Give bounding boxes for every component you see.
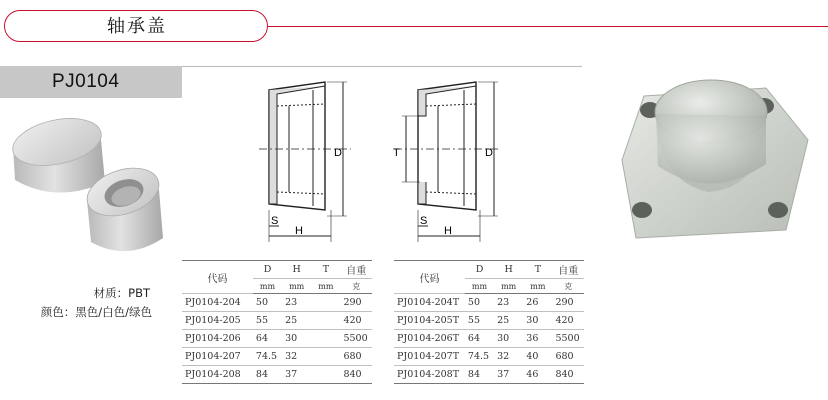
spec-table-open xyxy=(394,260,584,384)
col-header-code: 代码 xyxy=(182,261,253,294)
table-row xyxy=(394,348,584,366)
cell-t xyxy=(311,312,340,330)
material-text: 材质：PBT xyxy=(93,286,150,300)
cell-code: PJ0104-206T xyxy=(394,330,465,348)
cell-weight: 680 xyxy=(340,348,372,366)
cell-d: 74.5 xyxy=(465,348,494,366)
table-row xyxy=(394,330,584,348)
cell-t: 26 xyxy=(523,294,552,312)
cell-d: 64 xyxy=(253,330,282,348)
table-row xyxy=(182,366,372,384)
cell-t: 30 xyxy=(523,312,552,330)
product-code-bar xyxy=(0,66,182,98)
cell-code: PJ0104-204T xyxy=(394,294,465,312)
section-title: 轴承盖 xyxy=(107,16,167,37)
cell-h: 23 xyxy=(494,294,523,312)
cell-h: 23 xyxy=(282,294,311,312)
spec-table-closed xyxy=(182,260,372,384)
cell-d: 74.5 xyxy=(253,348,282,366)
cell-t xyxy=(311,348,340,366)
cell-t xyxy=(311,366,340,384)
cell-weight: 840 xyxy=(340,366,372,384)
unit-h: mm xyxy=(494,279,523,294)
cell-h: 25 xyxy=(494,312,523,330)
dim-h-label: H xyxy=(295,225,303,237)
table-row xyxy=(394,366,584,384)
cell-d: 50 xyxy=(253,294,282,312)
unit-weight: 克 xyxy=(552,279,584,294)
cell-code: PJ0104-207 xyxy=(182,348,253,366)
cell-weight: 840 xyxy=(552,366,584,384)
col-header-weight: 自重 xyxy=(552,261,584,279)
dim-s-label: S xyxy=(271,215,279,227)
product-code: PJ0104 xyxy=(52,71,120,92)
cell-weight: 290 xyxy=(340,294,372,312)
cell-h: 30 xyxy=(494,330,523,348)
col-header-t: T xyxy=(311,261,340,279)
cell-t: 36 xyxy=(523,330,552,348)
product-photo-caps xyxy=(5,112,180,262)
cell-weight: 5500 xyxy=(552,330,584,348)
cell-d: 64 xyxy=(465,330,494,348)
dim-d-label: D xyxy=(485,147,493,159)
technical-drawing-open-cap xyxy=(390,76,510,246)
dim-h-label: H xyxy=(444,225,452,237)
cell-d: 55 xyxy=(465,312,494,330)
dim-d-label: D xyxy=(334,147,342,159)
table-row xyxy=(182,348,372,366)
cell-code: PJ0104-204 xyxy=(182,294,253,312)
col-header-t: T xyxy=(523,261,552,279)
technical-drawing-closed-cap xyxy=(255,76,365,246)
cell-h: 37 xyxy=(282,366,311,384)
unit-t: mm xyxy=(523,279,552,294)
col-header-d: D xyxy=(465,261,494,279)
dim-t-label: T xyxy=(393,147,400,159)
dim-s-label: S xyxy=(420,215,428,227)
unit-h: mm xyxy=(282,279,311,294)
cell-h: 32 xyxy=(282,348,311,366)
cell-weight: 290 xyxy=(552,294,584,312)
product-photo-flange-bearing xyxy=(616,70,826,250)
col-header-weight: 自重 xyxy=(340,261,372,279)
table-row xyxy=(182,330,372,348)
section-title-pill xyxy=(4,10,268,42)
cell-h: 25 xyxy=(282,312,311,330)
cell-t xyxy=(311,294,340,312)
cell-h: 37 xyxy=(494,366,523,384)
cell-d: 50 xyxy=(465,294,494,312)
cell-code: PJ0104-208 xyxy=(182,366,253,384)
color-options-text: 颜色：黑色/白色/绿色 xyxy=(40,305,152,319)
col-header-code: 代码 xyxy=(394,261,465,294)
table-row xyxy=(182,294,372,312)
cell-code: PJ0104-206 xyxy=(182,330,253,348)
cell-code: PJ0104-205 xyxy=(182,312,253,330)
unit-d: mm xyxy=(465,279,494,294)
col-header-d: D xyxy=(253,261,282,279)
cell-h: 30 xyxy=(282,330,311,348)
cell-code: PJ0104-205T xyxy=(394,312,465,330)
cell-weight: 420 xyxy=(340,312,372,330)
col-header-h: H xyxy=(282,261,311,279)
cell-code: PJ0104-208T xyxy=(394,366,465,384)
table-row xyxy=(182,312,372,330)
unit-t: mm xyxy=(311,279,340,294)
unit-weight: 克 xyxy=(340,279,372,294)
cell-t: 40 xyxy=(523,348,552,366)
table-row xyxy=(394,312,584,330)
cell-weight: 420 xyxy=(552,312,584,330)
cell-weight: 680 xyxy=(552,348,584,366)
cell-h: 32 xyxy=(494,348,523,366)
divider-line xyxy=(182,66,582,67)
cell-d: 55 xyxy=(253,312,282,330)
cell-d: 84 xyxy=(465,366,494,384)
col-header-h: H xyxy=(494,261,523,279)
table-row xyxy=(394,294,584,312)
cell-code: PJ0104-207T xyxy=(394,348,465,366)
cell-weight: 5500 xyxy=(340,330,372,348)
cell-d: 84 xyxy=(253,366,282,384)
header-rule xyxy=(268,26,828,27)
cell-t xyxy=(311,330,340,348)
unit-d: mm xyxy=(253,279,282,294)
cell-t: 46 xyxy=(523,366,552,384)
